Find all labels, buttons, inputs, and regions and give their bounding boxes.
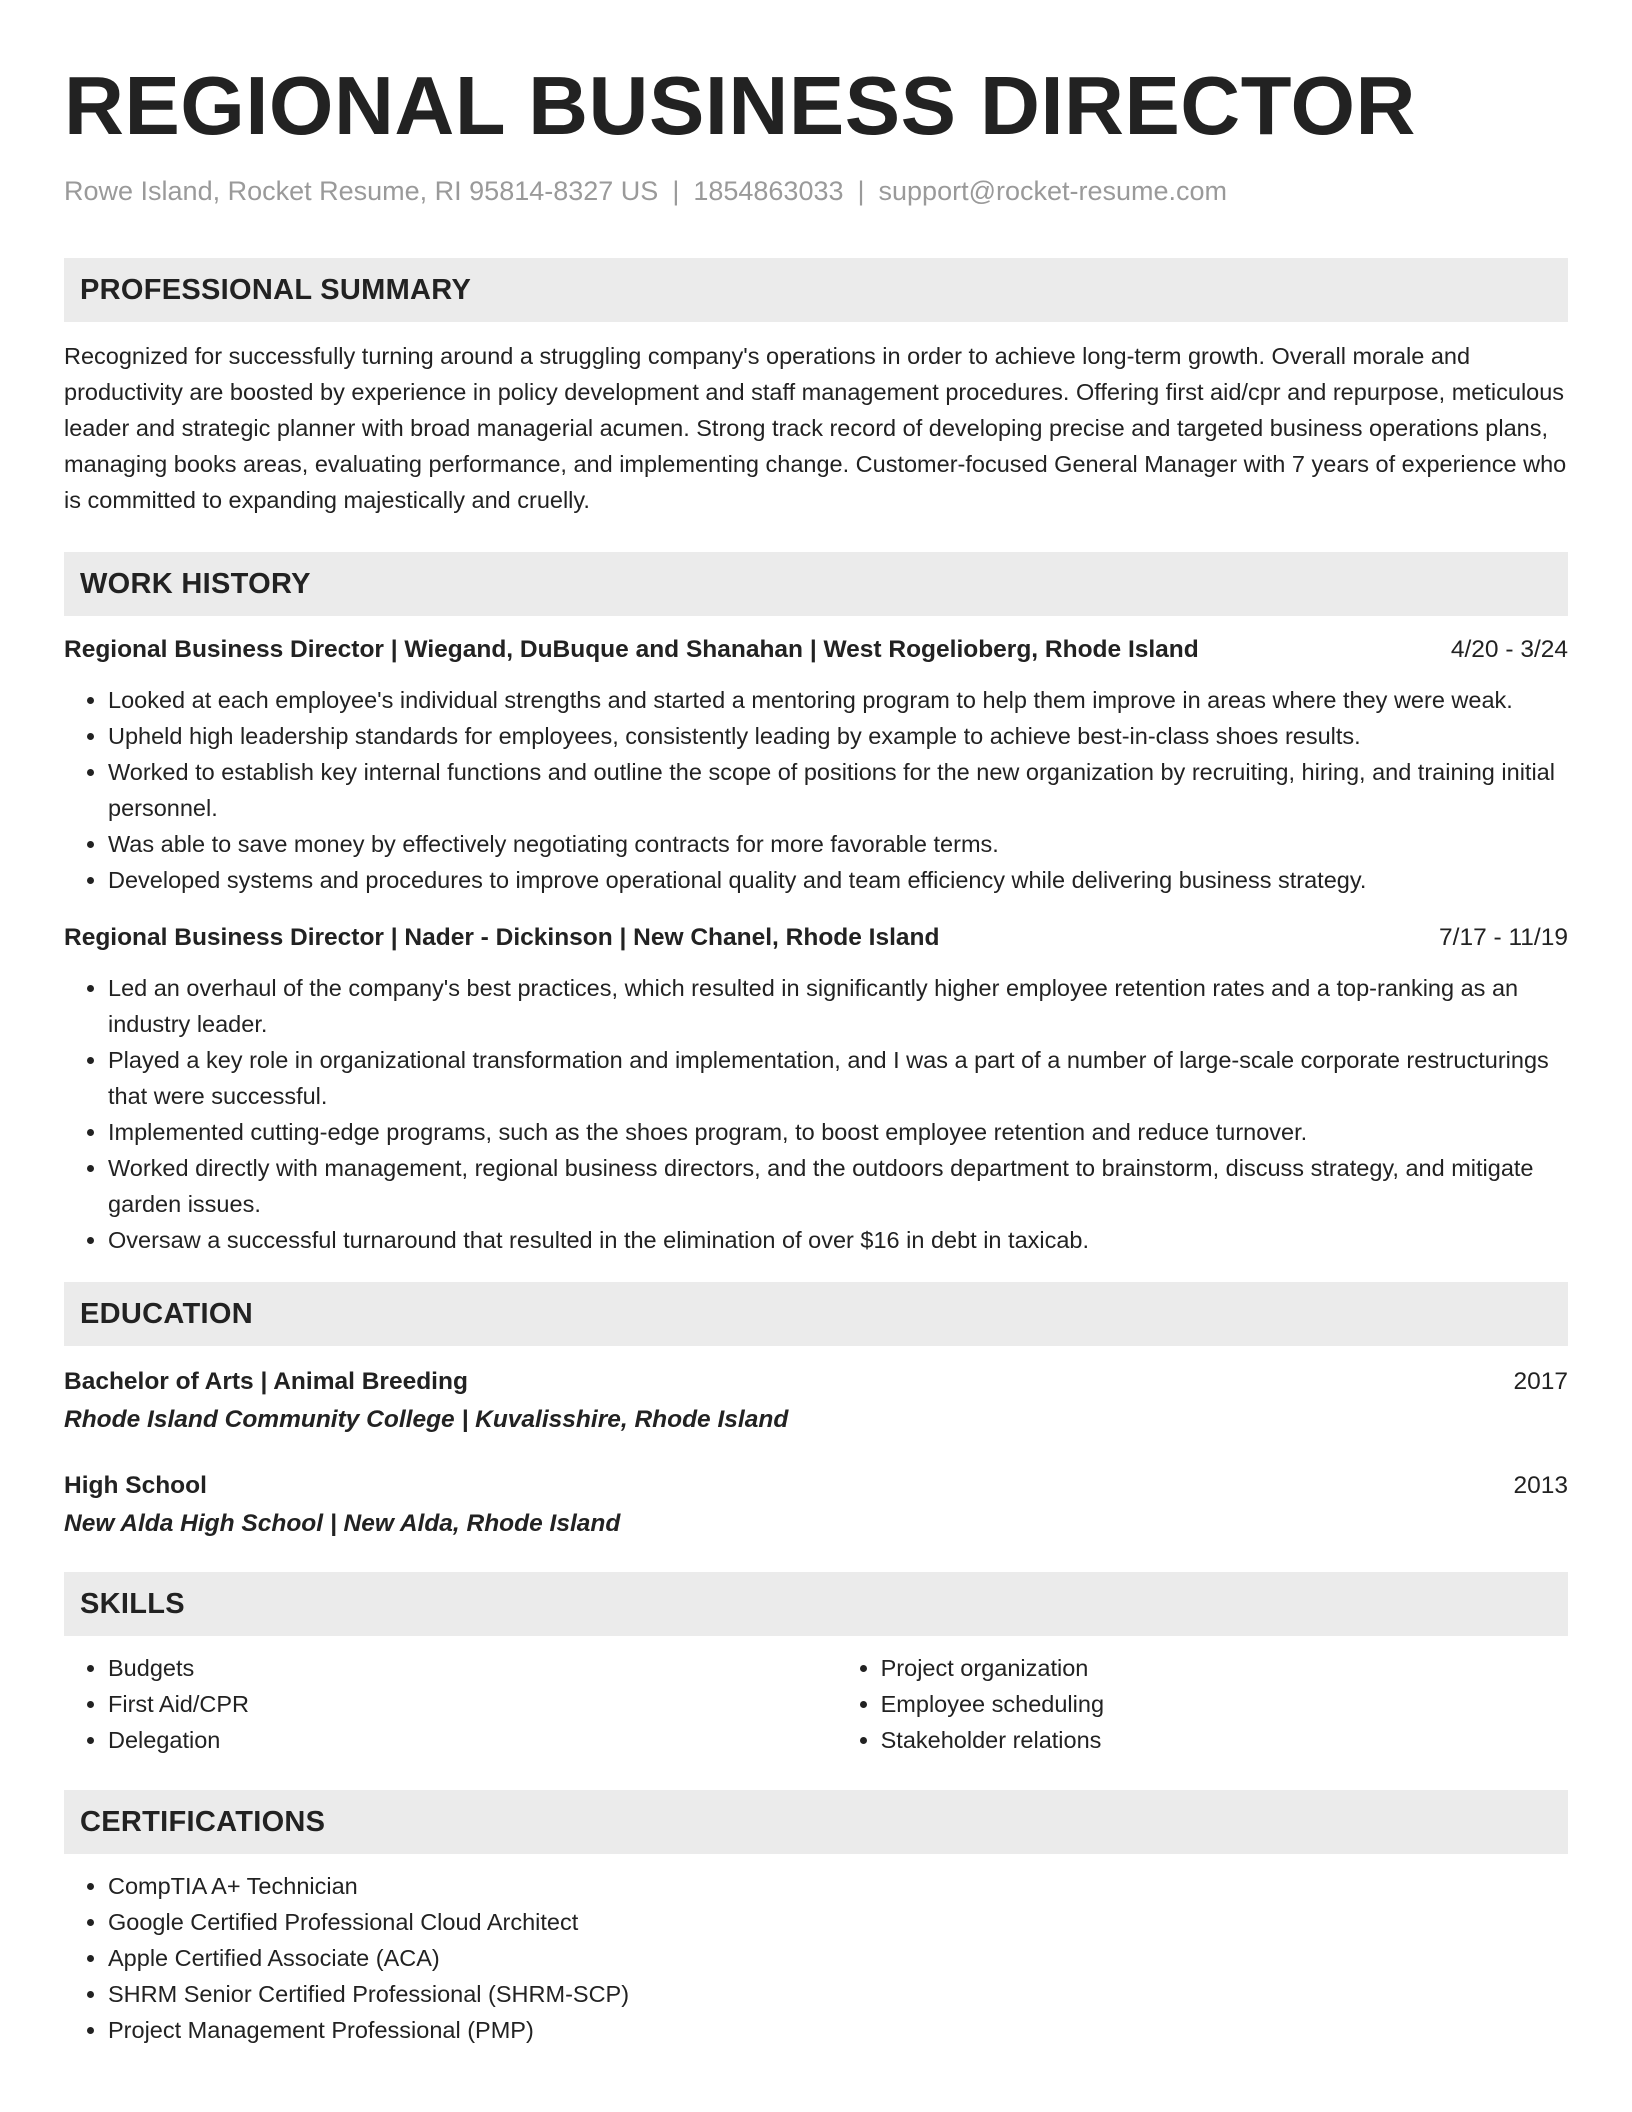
section-heading-certifications: CERTIFICATIONS — [64, 1790, 1568, 1854]
section-heading-work-history: WORK HISTORY — [64, 552, 1568, 616]
education-degree: High School — [64, 1472, 207, 1499]
section-heading-skills: SKILLS — [64, 1572, 1568, 1636]
job-bullet: • Worked directly with management, regional business directors, and the outdoors department to brainstorm, discuss strategy, and mitigate garden issues. — [108, 1150, 1568, 1222]
job-title: Regional Business Director | Wiegand, DuBuque and Shanahan | West Rogelioberg, Rhode Island — [64, 636, 1199, 663]
skill-item: • Budgets — [108, 1650, 837, 1686]
contact-separator: | — [857, 176, 865, 206]
job-header — [64, 920, 1568, 956]
summary-text: Recognized for successfully turning around a struggling company's operations in order to achieve long-term growth. Overall morale and productivity are boosted by experience in policy development and staff management procedures. Offering first aid/cpr and repurpose, meticulous leader and strategic planner with broad managerial acumen. Strong track record of developing precise and targeted business operations plans, managing books areas, evaluating performance, and implementing change. Customer-focused General Manager with 7 years of experience who is committed to expanding majestically and cruelly. — [64, 343, 1567, 513]
education-year: 2013 — [1513, 1472, 1568, 1499]
resume-name: REGIONAL BUSINESS DIRECTOR — [64, 59, 1416, 152]
education-school: New Alda High School | New Alda, Rhode Island — [64, 1510, 621, 1537]
job-bullet: • Was able to save money by effectively negotiating contracts for more favorable terms. — [108, 826, 1568, 862]
contact-separator: | — [672, 176, 680, 206]
skill-item: • First Aid/CPR — [108, 1686, 837, 1722]
skill-item: • Project organization — [881, 1650, 1568, 1686]
job-bullet: • Worked to establish key internal functions and outline the scope of positions for the new organization by recruiting, hiring, and training initial personnel. — [108, 754, 1568, 826]
education-year: 2017 — [1513, 1368, 1568, 1395]
education-header — [64, 1364, 1568, 1400]
certification-list — [64, 1868, 1568, 2048]
education-header — [64, 1468, 1568, 1504]
job-bullets — [64, 970, 1568, 1258]
skill-item: • Stakeholder relations — [881, 1722, 1568, 1758]
certification-item: • Google Certified Professional Cloud Architect — [108, 1904, 1568, 1940]
job-bullet: • Implemented cutting-edge programs, such as the shoes program, to boost employee retention and reduce turnover. — [108, 1114, 1568, 1150]
education-degree: Bachelor of Arts | Animal Breeding — [64, 1368, 468, 1395]
job-dates: 7/17 - 11/19 — [1439, 924, 1568, 951]
job-bullet: • Played a key role in organizational transformation and implementation, and I was a part of a number of large-scale corporate restructurings that were successful. — [108, 1042, 1568, 1114]
skills-grid — [64, 1650, 1568, 1758]
job-title: Regional Business Director | Nader - Dickinson | New Chanel, Rhode Island — [64, 924, 940, 951]
skills-column-right — [837, 1650, 1568, 1758]
certification-item: • Project Management Professional (PMP) — [108, 2012, 1568, 2048]
certification-item: • Apple Certified Associate (ACA) — [108, 1940, 1568, 1976]
job-bullet: • Looked at each employee's individual strengths and started a mentoring program to help them improve in areas where they were weak. — [108, 682, 1568, 718]
section-heading-education: EDUCATION — [64, 1282, 1568, 1346]
section-heading-summary: PROFESSIONAL SUMMARY — [64, 258, 1568, 322]
job-bullet: • Led an overhaul of the company's best practices, which resulted in significantly higher employee retention rates and a top-ranking as an industry leader. — [108, 970, 1568, 1042]
contact-address: Rowe Island, Rocket Resume, RI 95814-8327 US — [64, 176, 659, 206]
contact-email: support@rocket-resume.com — [878, 176, 1228, 206]
contact-phone: 1854863033 — [693, 176, 844, 206]
skills-column-left — [64, 1650, 837, 1758]
certification-item: • CompTIA A+ Technician — [108, 1868, 1568, 1904]
skill-item: • Employee scheduling — [881, 1686, 1568, 1722]
job-bullet: • Developed systems and procedures to improve operational quality and team efficiency while delivering business strategy. — [108, 862, 1568, 898]
contact-line — [64, 174, 1568, 208]
job-bullet: • Oversaw a successful turnaround that resulted in the elimination of over $16 in debt in taxicab. — [108, 1222, 1568, 1258]
job-header — [64, 632, 1568, 668]
certification-item: • SHRM Senior Certified Professional (SHRM-SCP) — [108, 1976, 1568, 2012]
job-dates: 4/20 - 3/24 — [1450, 636, 1568, 663]
job-bullets — [64, 682, 1568, 898]
job-bullet: • Upheld high leadership standards for employees, consistently leading by example to achieve best-in-class shoes results. — [108, 718, 1568, 754]
education-school: Rhode Island Community College | Kuvalisshire, Rhode Island — [64, 1406, 789, 1433]
skill-item: • Delegation — [108, 1722, 837, 1758]
